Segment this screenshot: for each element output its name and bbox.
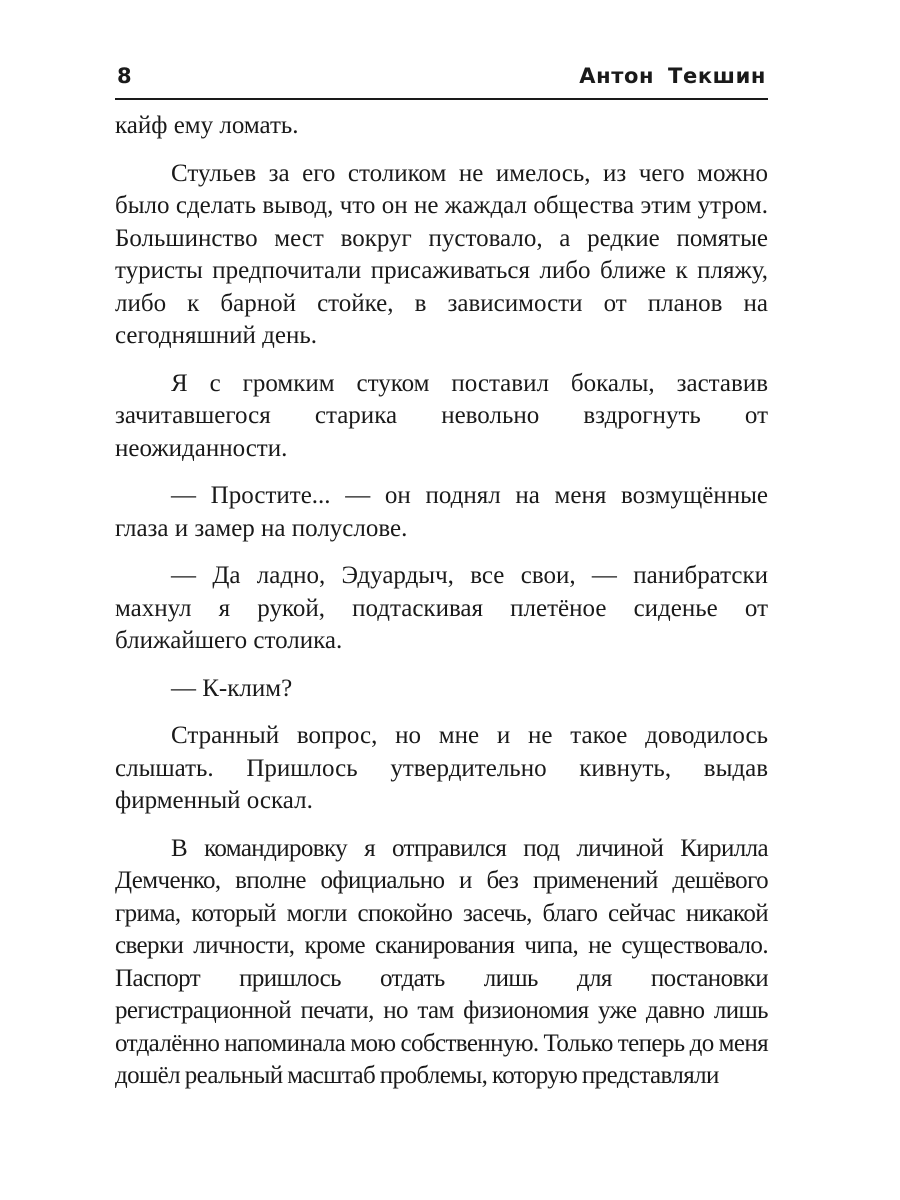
paragraph-6: — К-клим? [171, 674, 293, 702]
paragraph-8: В командировку я отправился под личиной Кирилла Демченко, вполне официально и без применений дешёвого грима, который могли спокойно засечь, благо сейчас никакой сверки личности, кроме сканирования чипа, не существовало. Паспорт пришлось отдать лишь для постановки регистрационной печати, но там физиономия уже давно лишь отдалённо напоминала мою собственную. Только теперь до меня дошёл реальный масштаб проблемы, которую представляли [115, 834, 768, 1089]
paragraph-2: Стульев за его столиком не имелось, из чего можно было сделать вывод, что он не жаждал общества этим утром. Большинство мест вокруг пустовало, а редкие помятые туристы предпочитали присаживаться либо ближе к пляжу, либо к барной стойке, в зависимости от планов на сегодняшний день. [115, 159, 768, 349]
book-page [115, 64, 768, 1108]
paragraph-3: Я с громким стуком поставил бокалы, заставив зачитавшегося старика невольно вздрогнуть от неожиданности. [115, 369, 768, 462]
running-header [115, 64, 768, 100]
page-number: 8 [117, 64, 133, 88]
author-name: Антон Текшин [579, 64, 766, 88]
body-text [115, 110, 768, 1093]
paragraph-5: — Да ладно, Эдуардыч, все свои, — панибратски махнул я рукой, подтаскивая плетёное сиденье от ближайшего столика. [115, 562, 768, 654]
paragraph-1: кайф ему ломать. [115, 112, 299, 139]
paragraph-7: Странный вопрос, но мне и не такое доводилось слышать. Пришлось утвердительно кивнуть, выдав фирменный оскал. [115, 722, 768, 814]
paragraph-4: — Простите... — он поднял на меня возмущённые глаза и замер на полуслове. [115, 482, 768, 542]
